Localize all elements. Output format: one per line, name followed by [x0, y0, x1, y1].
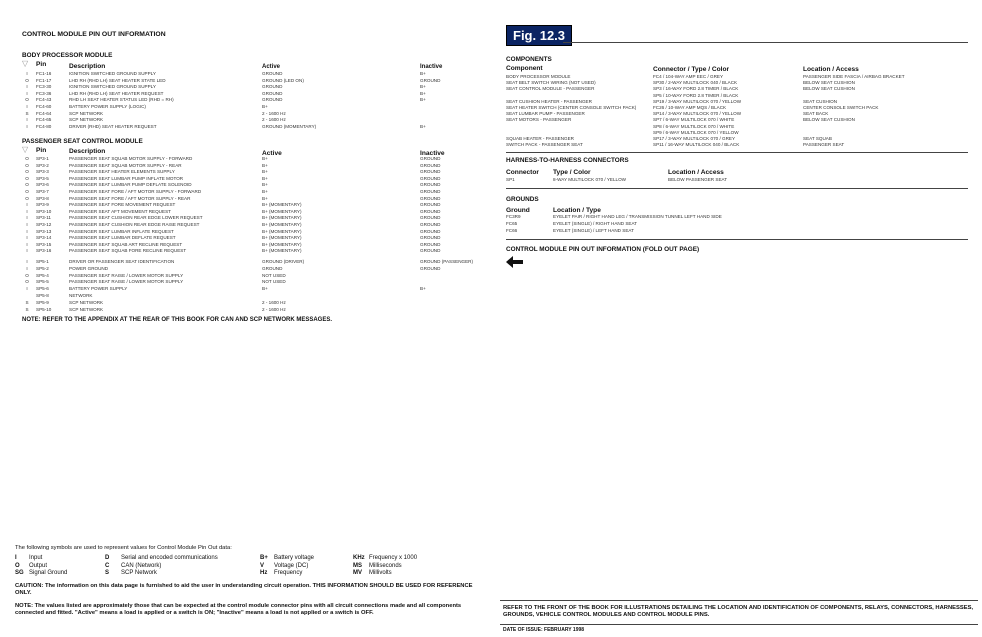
pin-active: GROUND (DRIVER): [262, 259, 305, 264]
pin-description: PASSENGER SEAT LUMBAR PUMP INFLATE MOTOR: [69, 175, 184, 181]
pin-number: SP5-4: [36, 272, 49, 278]
legend-text: Signal Ground: [29, 570, 68, 577]
connector-type-color-header: Connector / Type / Color: [653, 66, 730, 73]
pin-type: O: [25, 169, 29, 175]
table-row: [506, 142, 976, 148]
pin-type: I: [26, 215, 28, 221]
pin-active: B+: [262, 169, 268, 175]
bpm-header: [22, 61, 452, 70]
pin-type: I: [26, 228, 28, 234]
pin-type: I: [26, 104, 28, 109]
pin-description: PASSENGER SEAT CUSHION REAR EDGE RAISE REQUEST: [69, 222, 200, 227]
pin-number: FC1-17: [36, 77, 52, 83]
pin-description: SCP NETWORK: [69, 117, 104, 123]
table-row: [22, 279, 462, 286]
pin-type: I: [26, 84, 28, 90]
legend-symbol: Hz: [260, 570, 268, 577]
legend-symbol: MS: [353, 562, 362, 569]
legend-symbol: I: [15, 555, 17, 561]
component-location: SEAT BACK: [803, 111, 829, 117]
pin-active: B+: [262, 195, 268, 201]
issue-date: DATE OF ISSUE: FEBRUARY 1998: [503, 627, 585, 633]
pin-number: SP3-11: [36, 215, 51, 221]
pin-number: FC4-60: [36, 104, 52, 109]
component-connector: SP9 / 6-WAY MULTILOCK 070 / YELLOW: [653, 129, 739, 135]
pin-description: PASSENGER SEAT HEATER ELEMENTS SUPPLY: [69, 169, 175, 175]
grounds-location-header: Location / Type: [553, 207, 601, 214]
pin-number: SP3-8: [36, 195, 49, 201]
grounds-ground-header: Ground: [506, 207, 530, 214]
pin-type: I: [26, 248, 28, 254]
table-row: [22, 202, 462, 209]
pin-type: O: [25, 77, 29, 83]
pin-type: I: [26, 90, 28, 96]
pscm-title: PASSENGER SEAT CONTROL MODULE: [22, 138, 143, 145]
grounds-title: GROUNDS: [506, 196, 539, 203]
pscm-desc-header: Description: [69, 148, 106, 155]
pin-number: SP5-10: [36, 306, 52, 312]
pin-active: B+: [262, 182, 268, 188]
components-table: [506, 74, 976, 150]
pin-description: PASSENGER SEAT FORE MOVEMENT REQUEST: [69, 202, 176, 208]
pin-number: SP5-5: [36, 279, 49, 285]
pin-number: FC4-65: [36, 117, 52, 123]
pin-type: I: [26, 241, 28, 247]
harness-type-header: Type / Color: [553, 169, 591, 176]
bpm-table: [22, 71, 462, 133]
pin-type: O: [25, 162, 29, 168]
table-row: [22, 156, 462, 163]
legend-text: Serial and encoded communications: [121, 555, 218, 561]
table-row: [22, 307, 462, 314]
table-row: [22, 259, 474, 266]
pin-inactive: GROUND: [420, 162, 441, 168]
legend: [15, 555, 475, 581]
pin-inactive: B+: [420, 71, 426, 76]
pin-number: FC4-43: [36, 97, 52, 103]
table-row: [22, 235, 462, 242]
legend-text: Output: [29, 562, 48, 569]
table-row: [22, 229, 462, 236]
pin-type: I: [26, 265, 28, 271]
pin-type: I: [26, 208, 28, 214]
figure-label: Fig. 12.3: [506, 25, 572, 46]
pin-type: O: [25, 279, 29, 285]
legend-text: Frequency x 1000: [369, 555, 418, 561]
pin-active: 2 - 1600 Hz: [262, 110, 286, 116]
bpm-active-header: Active: [262, 64, 281, 70]
header-rule: [563, 42, 968, 43]
date-rule: [500, 624, 978, 625]
component-connector: FC26 / 10-WAY AMP MQS / BLACK: [653, 105, 727, 110]
pin-active: B+ (MOMENTARY): [262, 248, 302, 254]
legend-symbol: D: [105, 555, 110, 561]
pin-description: PASSENGER SEAT LUMBAR INFLATE REQUEST: [69, 228, 174, 234]
pin-description: LHD RH (RHD LH) SEAT HEATER REQUEST: [69, 90, 164, 96]
legend-text: Input: [29, 555, 43, 561]
component-location: PASSENGER SEAT: [803, 142, 845, 148]
pin-inactive: GROUND: [420, 265, 441, 271]
grounds-rule: [506, 239, 968, 240]
pin-description: PASSENGER SEAT SQUAB FORE RECLINE REQUEST: [69, 248, 187, 254]
pin-active: B+: [262, 175, 268, 181]
pin-number: SP3-3: [36, 169, 49, 175]
legend-symbol: C: [105, 562, 110, 569]
pin-active: GROUND: [262, 71, 283, 76]
legend-symbol: V: [260, 562, 265, 569]
left-arrow-icon: [506, 255, 524, 273]
ground-location: EYELET (SINGLE) / LEFT HAND SEAT: [553, 228, 634, 233]
legend-symbol: O: [15, 562, 20, 569]
legend-text: Milliseconds: [369, 562, 402, 569]
pin-type: I: [26, 286, 28, 292]
pin-description: DRIVER (RHD) SEAT HEATER REQUEST: [69, 123, 157, 129]
legend-text: Battery voltage: [274, 555, 315, 561]
pin-type: O: [25, 189, 29, 194]
pin-type: O: [25, 182, 29, 188]
pin-description: PASSENGER SEAT SQUAB ART RECLINE REQUEST: [69, 241, 183, 247]
harness-table: [506, 177, 976, 185]
pin-type: S: [25, 306, 29, 312]
ground-id: FC65: [506, 221, 518, 226]
pin-active: B+ (MOMENTARY): [262, 228, 302, 234]
pin-active: B+: [262, 156, 268, 161]
pin-active: B+ (MOMENTARY): [262, 215, 302, 221]
legend-text: Frequency: [274, 570, 303, 577]
pin-type: O: [25, 175, 29, 181]
pin-active: 2 - 1600 Hz: [262, 299, 286, 305]
pin-description: SCP NETWORK: [69, 110, 104, 116]
table-row: [22, 182, 462, 189]
legend-text: SCP Network: [121, 570, 157, 577]
ground-location: EYELET PAIR / RIGHT HAND LEG / TRANSMISSION TUNNEL LEFT HAND SIDE: [553, 214, 722, 219]
pin-type: I: [26, 123, 28, 129]
table-row: [22, 242, 462, 249]
component-location: CENTER CONSOLE SWITCH PACK: [803, 105, 879, 110]
table-row: [22, 78, 462, 85]
pin-description: IGNITION SWITCHED GROUND SUPPLY: [69, 84, 156, 90]
pin-description: RHD LH SEAT HEATER STATUS LED (RHD = RH): [69, 97, 174, 103]
pin-type: O: [25, 272, 29, 278]
table-row: [22, 286, 462, 293]
component-name: SEAT HEATER SWITCH (CENTER CONSOLE SWITCH PACK): [506, 105, 637, 110]
footer-rule: [500, 600, 978, 601]
component-connector: SP5 / 10-WAY FORD 2.8 TIMER / BLACK: [653, 92, 739, 98]
pin-inactive: GROUND: [420, 235, 441, 241]
pin-number: FC4-80: [36, 123, 52, 129]
bpm-desc-header: Description: [69, 63, 106, 70]
pin-active: GROUND: [262, 97, 283, 103]
component-connector: SP14 / 3-WAY MULTILOCK 070 / YELLOW: [653, 111, 742, 117]
table-row: [22, 215, 462, 222]
pin-type: I: [26, 259, 28, 264]
table-row: [22, 248, 462, 255]
pin-active: GROUND: [262, 90, 283, 96]
appendix-note: NOTE: REFER TO THE APPENDIX AT THE REAR OF THIS BOOK FOR CAN AND SCP NETWORK MESSAGES.: [22, 317, 333, 323]
pin-active: NOT USED: [262, 279, 286, 285]
grounds-table: [506, 214, 976, 236]
pin-number: SP3-12: [36, 222, 52, 227]
pin-type: O: [25, 195, 29, 201]
ground-id: FC66: [506, 228, 518, 233]
component-connector: FC4 / 104-WAY AMP EEC / GREY: [653, 74, 724, 79]
harness-connector: SP1: [506, 177, 515, 182]
pin-inactive: B+: [420, 286, 426, 292]
pin-number: SP5-6: [36, 286, 49, 292]
bpm-inactive-header: Inactive: [420, 64, 443, 70]
page-title: CONTROL MODULE PIN OUT INFORMATION: [22, 31, 166, 38]
pin-number: SP3-16: [36, 248, 52, 254]
pin-active: 2 - 1600 Hz: [262, 117, 286, 123]
pin-number: SP3-13: [36, 228, 52, 234]
pin-number: SP3-10: [36, 208, 52, 214]
pin-inactive: GROUND: [420, 241, 441, 247]
pin-inactive: GROUND: [420, 156, 441, 161]
ground-id: FC3R9: [506, 214, 521, 219]
component-location: SEAT SQUAB: [803, 136, 832, 141]
component-connector: SP19 / 3-WAY MULTILOCK 070 / YELLOW: [653, 98, 742, 104]
component-name: SQUAB HEATER - PASSENGER: [506, 136, 574, 141]
legend-intro: The following symbols are used to represent values for Control Module Pin Out data:: [15, 545, 232, 551]
pin-active: GROUND (LED ON): [262, 77, 304, 83]
table-row: [22, 293, 462, 300]
legend-symbol: S: [105, 570, 110, 577]
pin-description: NETWORK: [69, 293, 93, 298]
pin-number: SP5-1: [36, 259, 49, 264]
pin-number: FC4-64: [36, 110, 52, 116]
pin-number: SP3-5: [36, 175, 49, 181]
left-page: [0, 0, 490, 637]
location-access-header: Location / Access: [803, 66, 859, 73]
pin-active: GROUND (MOMENTARY): [262, 123, 317, 129]
legend-symbol: MV: [353, 570, 362, 577]
pin-number: SP5-8: [36, 293, 49, 298]
pscm-pin-header: Pin: [36, 147, 47, 154]
table-row: [22, 71, 462, 78]
table-row: [22, 91, 462, 98]
pin-active: NOT USED: [262, 272, 286, 278]
harness-type: 8-WAY MULTILOCK 070 / YELLOW: [553, 177, 627, 182]
pin-number: SP3-7: [36, 189, 49, 194]
pscm-table-2: [22, 259, 474, 315]
component-header: Component: [506, 65, 543, 72]
pin-triangle-icon: ▽: [22, 59, 29, 68]
bpm-title: BODY PROCESSOR MODULE: [22, 52, 113, 59]
pin-number: FC3-36: [36, 90, 52, 96]
component-connector: SP3 / 16-WAY FORD 2.8 TIMER / BLACK: [653, 86, 739, 92]
pin-description: PASSENGER SEAT SQUAB MOTOR SUPPLY - FORWARD: [69, 156, 193, 161]
pin-active: GROUND: [262, 265, 283, 271]
pin-type: I: [26, 71, 28, 76]
pscm-table: [22, 156, 462, 256]
pin-inactive: GROUND: [420, 169, 441, 175]
fold-out-title: CONTROL MODULE PIN OUT INFORMATION (FOLD OUT PAGE): [506, 246, 700, 253]
table-row: [22, 104, 462, 111]
pin-active: B+ (MOMENTARY): [262, 208, 302, 214]
right-page: [495, 0, 982, 637]
components-title: COMPONENTS: [506, 56, 552, 63]
bpm-pin-header: Pin: [36, 61, 47, 68]
pin-number: FC3-30: [36, 84, 52, 90]
pin-inactive: GROUND: [420, 202, 441, 208]
pin-inactive: B+: [420, 84, 426, 90]
pin-inactive: GROUND: [420, 77, 441, 83]
pscm-inactive-header: Inactive: [420, 150, 445, 157]
values-note: NOTE: The values listed are approximately those that can be expected at the control module connector pins with all circuit connections made and all components connected and fitted. "Active" means a load is applied or a switch is ON; "Inactive" means a load is not applied or a switch is OFF.: [15, 603, 462, 616]
table-row: [22, 97, 462, 104]
table-row: [22, 222, 462, 229]
component-name: SEAT BELT SWITCH WIRING (NOT USED): [506, 80, 596, 86]
pin-number: SP5-2: [36, 265, 49, 271]
pin-inactive: B+: [420, 123, 426, 129]
component-name: SWITCH PACK - PASSENGER SEAT: [506, 142, 583, 148]
harness-location-header: Location / Access: [668, 169, 724, 176]
pin-inactive: B+: [420, 90, 426, 96]
pin-inactive: GROUND: [420, 189, 441, 194]
pin-description: BATTERY POWER SUPPLY: [69, 286, 128, 292]
legend-text: CAN (Network): [121, 562, 162, 569]
pin-inactive: GROUND: [420, 228, 441, 234]
pin-number: SP3-2: [36, 162, 49, 168]
pin-triangle-icon: ▽: [22, 145, 29, 154]
pin-description: PASSENGER SEAT FORE / AFT MOTOR SUPPLY - FORWARD: [69, 189, 202, 194]
pin-description: SCP NETWORK: [69, 299, 104, 305]
harness-title: HARNESS-TO-HARNESS CONNECTORS: [506, 157, 629, 164]
component-connector: SP17 / 3-WAY MULTILOCK 070 / GREY: [653, 136, 736, 141]
pin-description: POWER GROUND: [69, 265, 109, 271]
pin-number: SP3-6: [36, 182, 49, 188]
table-row: [22, 273, 462, 280]
pin-active: B+ (MOMENTARY): [262, 235, 302, 241]
pin-number: SP3-14: [36, 235, 52, 241]
pin-description: PASSENGER SEAT LUMBAR PUMP DEFLATE SOLENOID: [69, 182, 192, 188]
pin-inactive: GROUND (PASSENGER): [420, 259, 474, 264]
pin-description: PASSENGER SEAT RAISE / LOWER MOTOR SUPPLY: [69, 272, 184, 278]
components-rule: [506, 152, 968, 153]
table-row: [22, 266, 462, 273]
pscm-header: [22, 147, 452, 156]
component-location: BELOW SEAT CUSHION: [803, 80, 855, 86]
component-name: SEAT CONTROL MODULE - PASSENGER: [506, 86, 595, 92]
pin-active: GROUND: [262, 84, 283, 90]
component-connector: SP8 / 6-WAY MULTILOCK 070 / WHITE: [653, 123, 735, 129]
pin-type: O: [25, 97, 29, 103]
pin-description: BATTERY POWER SUPPLY (LOGIC): [69, 104, 146, 109]
pin-inactive: GROUND: [420, 208, 441, 214]
table-row: [22, 300, 462, 307]
pin-number: FC1-16: [36, 71, 52, 76]
pin-description: DRIVER OR PASSENGER SEAT IDENTIFICATION: [69, 259, 175, 264]
table-row: [22, 124, 462, 131]
table-row: [22, 196, 462, 203]
pin-description: IGNITION SWITCHED GROUND SUPPLY: [69, 71, 156, 76]
component-connector: SP30 / 2-WAY MULTILOCK 040 / BLACK: [653, 80, 738, 86]
pin-number: SP3-1: [36, 156, 49, 161]
pin-description: PASSENGER SEAT AFT MOVEMENT REQUEST: [69, 208, 171, 214]
pin-inactive: GROUND: [420, 182, 441, 188]
pin-number: SP3-9: [36, 202, 49, 208]
component-location: PASSENGER SIDE FASCIA / AIRBAG BRACKET: [803, 74, 905, 79]
pin-type: S: [25, 299, 29, 305]
table-row: [22, 189, 462, 196]
pin-active: B+: [262, 189, 268, 194]
component-name: SEAT LUMBAR PUMP - PASSENGER: [506, 111, 585, 117]
component-name: SEAT MOTORS - PASSENGER: [506, 117, 572, 123]
harness-connector-header: Connector: [506, 169, 539, 176]
component-connector: SP7 / 6-WAY MULTILOCK 070 / WHITE: [653, 117, 735, 123]
table-row: [22, 84, 462, 91]
pin-description: PASSENGER SEAT RAISE / LOWER MOTOR SUPPLY: [69, 279, 184, 285]
pin-inactive: GROUND: [420, 175, 441, 181]
ground-location: EYELET (SINGLE) / RIGHT HAND SEAT: [553, 221, 637, 226]
table-row: [22, 163, 462, 170]
pin-type: I: [26, 202, 28, 208]
legend-text: Millivolts: [369, 570, 392, 577]
pin-type: O: [25, 156, 29, 161]
pin-description: PASSENGER SEAT LUMBAR DEFLATE REQUEST: [69, 235, 176, 241]
component-connector: SP11 / 16-WAY MULTILOCK 040 / BLACK: [653, 142, 740, 148]
harness-rule: [506, 188, 968, 189]
legend-symbol: SG: [15, 570, 24, 577]
caution-text: CAUTION: The information on this data page is furnished to aid the user in understanding circuit operation. THIS INFORMATION SHOULD BE USED FOR REFERENCE ONLY.: [15, 583, 473, 596]
pin-inactive: B+: [420, 97, 426, 103]
harness-location: BELOW PASSENGER SEAT: [668, 177, 728, 182]
pin-inactive: GROUND: [420, 222, 441, 227]
pin-number: SP5-9: [36, 299, 49, 305]
legend-symbol: KHz: [353, 555, 365, 561]
component-name: SEAT CUSHION HEATER - PASSENGER: [506, 98, 592, 104]
pin-inactive: GROUND: [420, 248, 441, 254]
pin-active: B+ (MOMENTARY): [262, 202, 302, 208]
pin-type: S: [25, 110, 29, 116]
pin-type: I: [26, 117, 28, 123]
table-row: [22, 117, 462, 124]
pin-description: SCP NETWORK: [69, 306, 104, 312]
table-row: [22, 209, 462, 216]
component-location: BELOW SEAT CUSHION: [803, 86, 855, 92]
pin-active: 2 - 1600 Hz: [262, 306, 286, 312]
table-row: [22, 176, 462, 183]
component-location: BELOW SEAT CUSHION: [803, 117, 855, 123]
pin-active: B+: [262, 162, 268, 168]
legend-text: Voltage (DC): [274, 562, 309, 569]
pin-type: I: [26, 235, 28, 241]
pin-active: B+: [262, 286, 268, 292]
pin-type: I: [26, 222, 28, 227]
pin-active: B+ (MOMENTARY): [262, 222, 302, 227]
component-location: SEAT CUSHION: [803, 98, 838, 104]
pin-number: SP3-15: [36, 241, 52, 247]
pin-active: B+ (MOMENTARY): [262, 241, 302, 247]
table-row: [22, 111, 462, 118]
pin-inactive: GROUND: [420, 215, 441, 221]
component-name: BODY PROCESSOR MODULE: [506, 74, 571, 79]
legend-symbol: B+: [260, 555, 268, 561]
pin-description: PASSENGER SEAT CUSHION REAR EDGE LOWER REQUEST: [69, 215, 203, 221]
pin-description: PASSENGER SEAT FORE / AFT MOTOR SUPPLY - REAR: [69, 195, 191, 201]
table-row: [22, 169, 462, 176]
pin-description: PASSENGER SEAT SQUAB MOTOR SUPPLY - REAR: [69, 162, 182, 168]
pin-inactive: GROUND: [420, 195, 441, 201]
refer-note: REFER TO THE FRONT OF THE BOOK FOR ILLUSTRATIONS DETAILING THE LOCATION AND IDENTIFICATION OF COMPONENTS, RELAYS, CONNECTORS, HARNESSES, GROUNDS, VEHICLE CONTROL MODULES AND CONTROL MODULE PINS.: [503, 605, 974, 618]
pscm-active-header: Active: [262, 150, 282, 157]
pin-active: B+: [262, 104, 268, 109]
pin-description: LHD RH (RHD LH) SEAT HEATER STATE LED: [69, 77, 166, 83]
